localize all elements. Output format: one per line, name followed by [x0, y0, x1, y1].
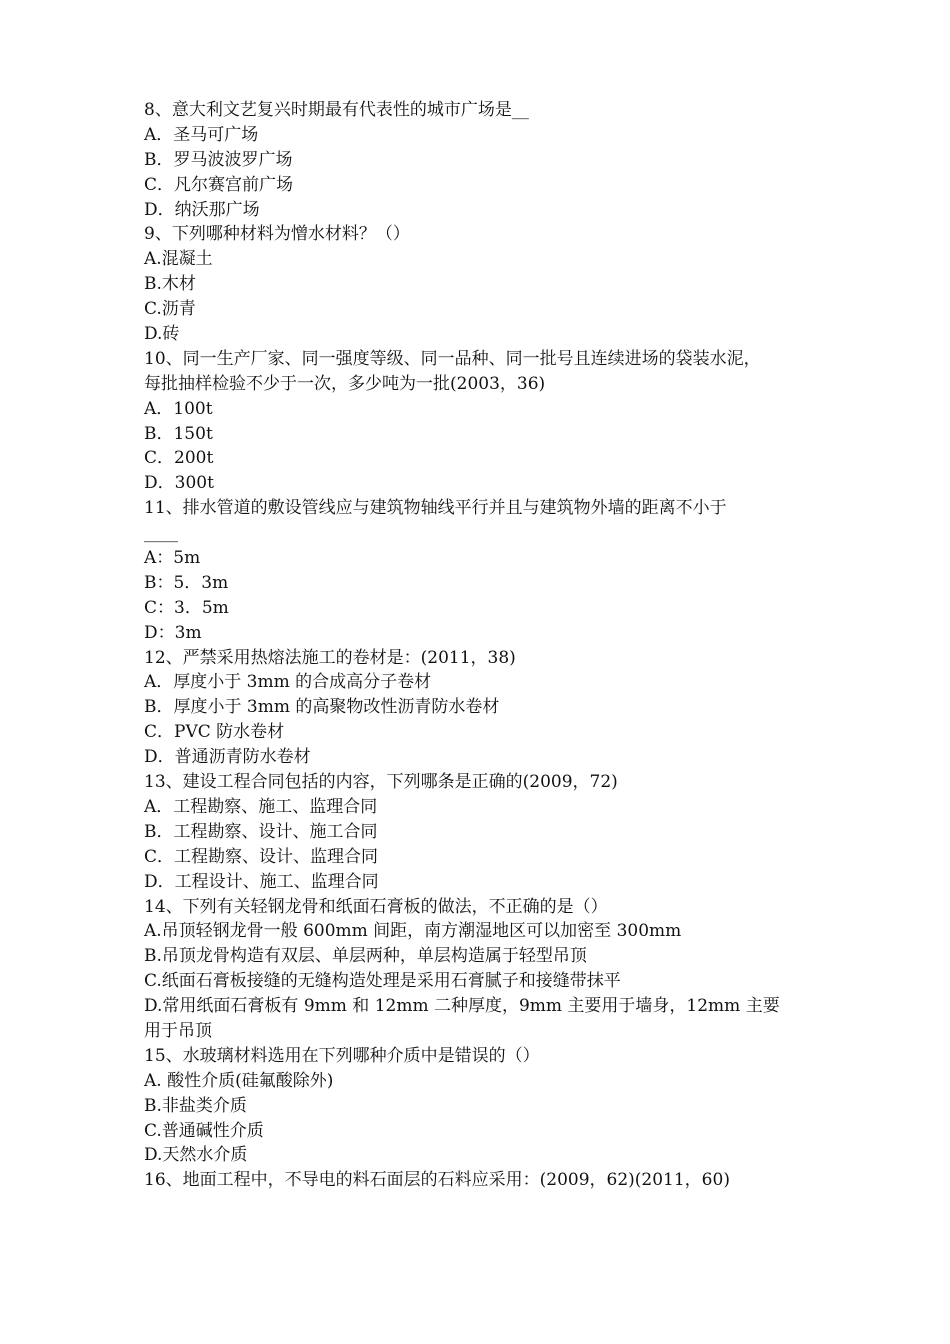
question-11-option-a: A：5m [144, 548, 201, 569]
question-9-stem: 9、下列哪种材料为憎水材料？（） [144, 224, 410, 245]
question-16-stem: 16、地面工程中，不导电的料石面层的石料应采用：(2009，62)(2011，60) [144, 1170, 730, 1191]
question-10-option-a: A．100t [144, 398, 213, 419]
question-14-option-d: D.常用纸面石膏板有 9mm 和 12mm 二种厚度，9mm 主要用于墙身，12mm 主要 [144, 996, 780, 1017]
question-12-option-a: A．厚度小于 3mm 的合成高分子卷材 [144, 672, 432, 693]
question-8-option-d: D．纳沃那广场 [144, 199, 260, 220]
question-15-option-a: A. 酸性介质(硅氟酸除外) [144, 1070, 334, 1091]
question-10-option-b: B．150t [144, 423, 213, 444]
question-12-option-b: B．厚度小于 3mm 的高聚物改性沥青防水卷材 [144, 697, 500, 718]
question-15-stem: 15、水玻璃材料选用在下列哪种介质中是错误的（） [144, 1045, 540, 1066]
question-10-option-c: C．200t [144, 448, 214, 469]
question-9-option-b: B.木材 [144, 274, 196, 295]
question-14-option-a: A.吊顶轻钢龙骨一般 600mm 间距，南方潮湿地区可以加密至 300mm [144, 921, 682, 942]
question-12-option-d: D．普通沥青防水卷材 [144, 747, 311, 768]
question-11-option-d: D：3m [144, 622, 202, 643]
question-9-option-a: A.混凝土 [144, 249, 213, 270]
question-14-option-d-continued: 用于吊顶 [144, 1020, 212, 1041]
question-11-option-c: C：3．5m [144, 597, 229, 618]
document-page [144, 98, 814, 1193]
question-14-option-c: C.纸面石膏板接缝的无缝构造处理是采用石膏腻子和接缝带抹平 [144, 971, 621, 992]
question-13-option-d: D．工程设计、施工、监理合同 [144, 871, 379, 892]
question-9-option-c: C.沥青 [144, 299, 196, 320]
question-12-option-c: C．PVC 防水卷材 [144, 722, 285, 743]
question-15-option-b: B.非盐类介质 [144, 1095, 247, 1116]
question-10-stem-continued: 每批抽样检验不少于一次，多少吨为一批(2003，36) [144, 373, 546, 394]
question-13-option-b: B．工程勘察、设计、施工合同 [144, 821, 378, 842]
question-8-option-a: A．圣马可广场 [144, 124, 259, 145]
question-9-option-d: D.砖 [144, 324, 180, 345]
question-8-option-b: B．罗马波波罗广场 [144, 149, 293, 170]
question-11-stem: 11、排水管道的敷设管线应与建筑物轴线平行并且与建筑物外墙的距离不小于 [144, 498, 727, 519]
question-14-stem: 14、下列有关轻钢龙骨和纸面石膏板的做法，不正确的是（） [144, 896, 608, 917]
question-13-option-a: A．工程勘察、施工、监理合同 [144, 796, 378, 817]
question-10-stem: 10、同一生产厂家、同一强度等级、同一品种、同一批号且连续进场的袋装水泥， [144, 348, 761, 369]
question-13-stem: 13、建设工程合同包括的内容，下列哪条是正确的(2009，72) [144, 772, 618, 793]
question-11-option-b: B：5．3m [144, 572, 229, 593]
question-13-option-c: C．工程勘察、设计、监理合同 [144, 846, 379, 867]
question-15-option-d: D.天然水介质 [144, 1145, 248, 1166]
question-10-option-d: D．300t [144, 473, 214, 494]
question-8-option-c: C．凡尔赛宫前广场 [144, 174, 294, 195]
question-14-option-b: B.吊顶龙骨构造有双层、单层两种，单层构造属于轻型吊顶 [144, 946, 587, 967]
question-15-option-c: C.普通碱性介质 [144, 1120, 264, 1141]
question-8-stem: 8、意大利文艺复兴时期最有代表性的城市广场是__ [144, 100, 529, 120]
question-11-stem-blank: ____ [144, 523, 178, 544]
question-12-stem: 12、严禁采用热熔法施工的卷材是：(2011，38) [144, 647, 516, 668]
